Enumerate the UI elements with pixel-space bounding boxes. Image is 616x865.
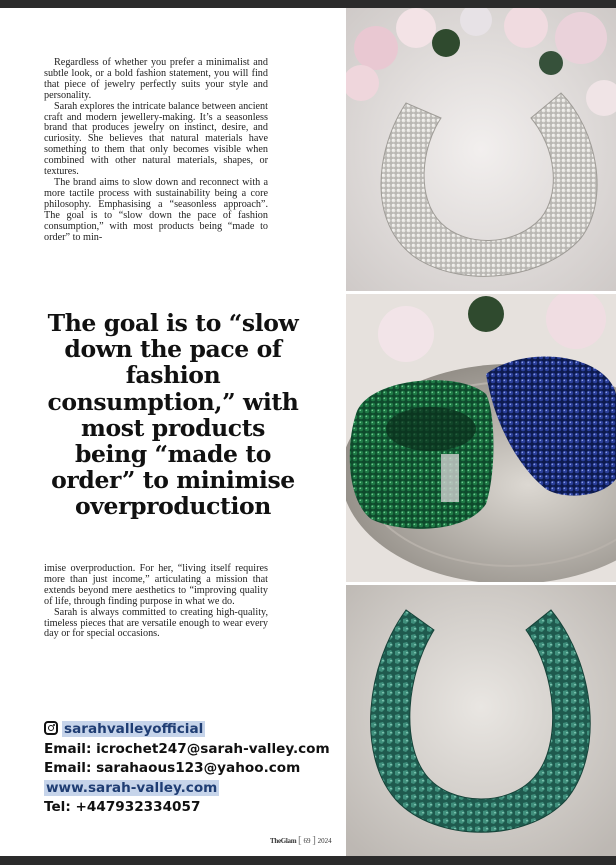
article-column-bottom [44,564,268,640]
article-column-top [44,58,268,243]
article-paragraph: The brand aims to slow down and reconnect with a more tactile process with sustainability being a core philosophy. Emphasising a “seasonless approach”. The goal is to “slow down the pace of fashion consumption,” with most products being “made to order” to min- [44,176,268,243]
instagram-row [44,720,344,740]
article-paragraph: Sarah is always committed to creating high-quality, timeless pieces that are versatile enough to wear every day or for special occasions. [44,606,268,640]
page-footer: TheGlam [ 69 ] 2024 [270,834,332,846]
footer-brand: TheGlam [270,837,297,845]
photo-bracelets [346,294,616,582]
telephone: Tel: +447932334057 [44,799,201,815]
email-primary[interactable]: Email: icrochet247@sarah-valley.com [44,740,330,757]
instagram-icon [44,721,58,735]
magazine-page [0,8,616,856]
article-paragraph: Regardless of whether you prefer a minimalist and subtle look, or a bold fashion statement, you will find that piece of jewelry perfectly suits your style and personality. [44,57,268,101]
website-link[interactable]: www.sarah-valley.com [46,779,218,796]
article-paragraph: imise overproduction. For her, “living itself requires more than just income,” articulating a mission that extends beyond mere aesthetics to “improving quality of life, through finding purpose in what we do. [44,563,268,607]
contact-block [44,720,344,818]
instagram-handle-link[interactable]: sarahvalleyofficial [64,721,204,737]
page-number: 69 [303,837,311,845]
photo-green-necklace [346,585,616,856]
footer-year: 2024 [317,837,332,845]
email-secondary[interactable]: Email: sarahaous123@yahoo.com [44,760,301,776]
article-paragraph: Sarah explores the intricate balance between ancient craft and modern jewellery-making. It’s a seasonless brand that produces jewelry on instinct, desire, and curiosity. She believes that natural materials have something to them that only becomes visible when combined with other natural materials, shapes, or textures. [44,100,268,178]
photo-silver-necklace [346,8,616,291]
pull-quote: The goal is to “slow down the pace of fashion consumption,” with most products being “made to order” to minimise overproduction [47,309,299,521]
